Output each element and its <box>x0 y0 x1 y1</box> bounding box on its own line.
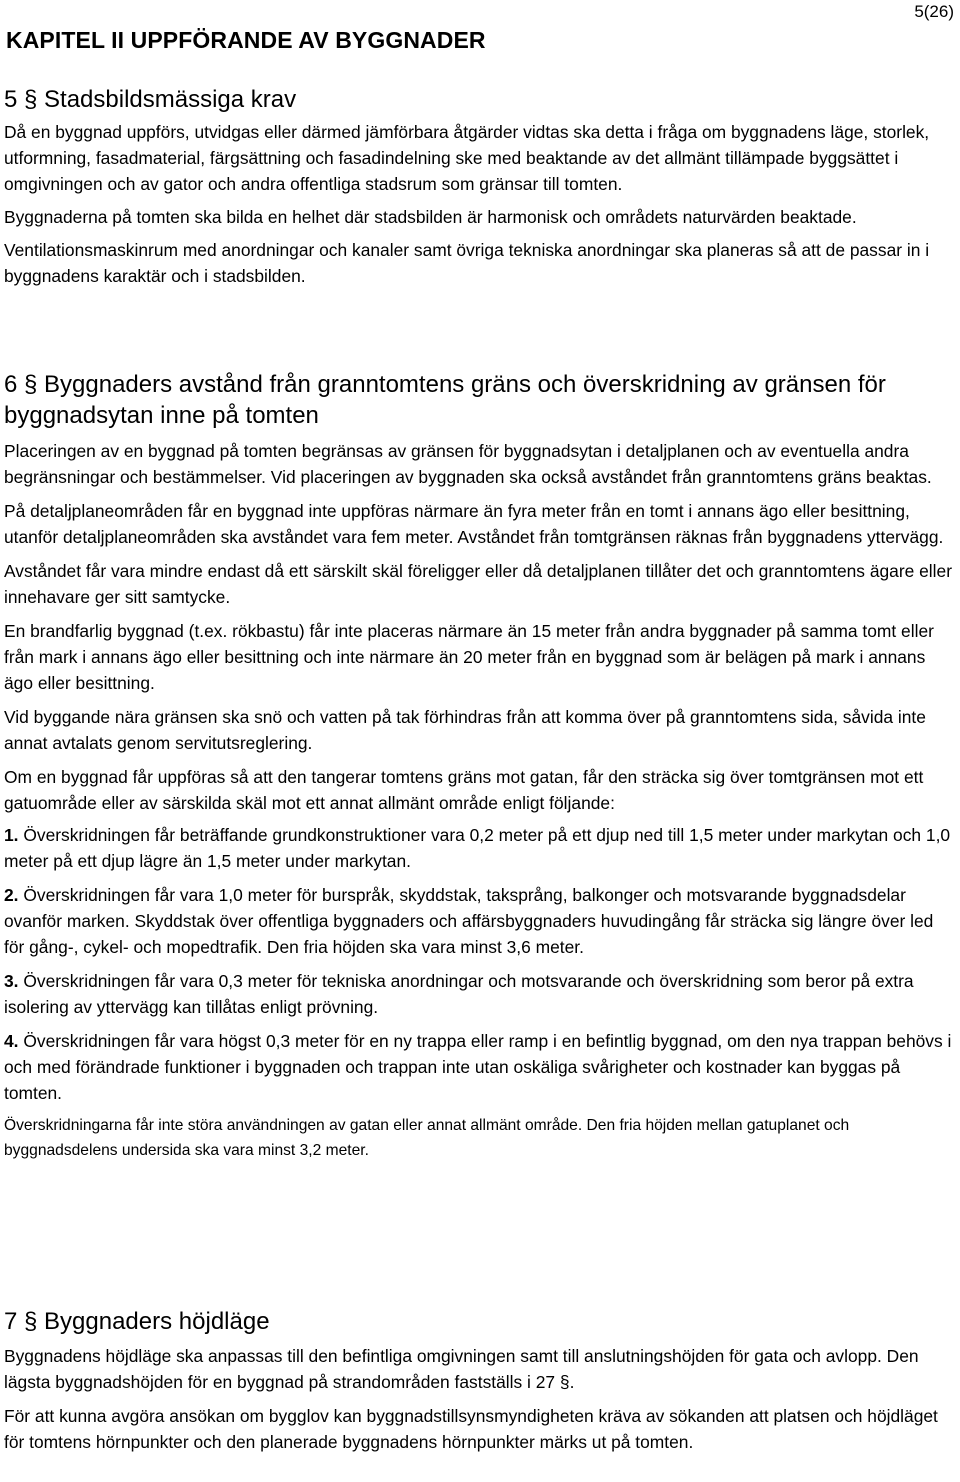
section-7-paragraph-2: För att kunna avgöra ansökan om bygglov kan byggnadstillsynsmyndigheten kräva av sökanden att platsen och höjdläget för tomtens hörnpunkter och den planerade byggnadens hörnpunkter märks ut på tomten. <box>4 1406 938 1452</box>
section-6 <box>4 369 956 1163</box>
section-7-paragraph-1: Byggnadens höjdläge ska anpassas till den befintliga omgivningen samt till anslutningshöjden för gata och avlopp. Den lägsta byggnadshöjden för en byggnad på strandområden fastställs i 27 §. <box>4 1346 919 1392</box>
list-item-text: Överskridningen får vara 0,3 meter för tekniska anordningar och motsvarande och överskridning som beror på extra isolering av yttervägg kan tillåtas enligt prövning. <box>4 971 914 1017</box>
section-6-paragraph-5: Vid byggande nära gränsen ska snö och vatten på tak förhindras från att komma över på granntomtens sida, såvida inte annat avtalats genom servitutsreglering. <box>4 707 926 753</box>
section-5-heading: 5 § Stadsbildsmässiga krav <box>4 86 297 113</box>
list-item-text: Överskridningen får vara högst 0,3 meter för en ny trappa eller ramp i en befintlig byggnad, om den nya trappan behövs i och med förändrade funktioner i byggnaden och trappan inte utan oskäliga svårigheter och kostnader kan byggas på tomten. <box>4 1031 952 1103</box>
list-item <box>4 968 956 1020</box>
chapter-title: KAPITEL II UPPFÖRANDE AV BYGGNADER <box>6 27 486 53</box>
section-6-paragraph-4: En brandfarlig byggnad (t.ex. rökbastu) får inte placeras närmare än 15 meter från andra byggnader på samma tomt eller från mark i annans ägo eller besittning och inte närmare än 20 meter från en byggnad som är belägen på mark i annans ägo eller besittning. <box>4 621 934 693</box>
section-6-paragraph-3: Avståndet får vara mindre endast då ett särskilt skäl föreligger eller då detaljplanen tillåter det och granntomtens ägare eller innehavare ger sitt samtycke. <box>4 561 952 607</box>
section-5-paragraph-2: Byggnaderna på tomten ska bilda en helhet där stadsbilden är harmonisk och områdets naturvärden beaktade. <box>4 207 857 227</box>
list-item <box>4 822 956 874</box>
section-6-heading: 6 § Byggnaders avstånd från granntomtens gräns och överskridning av gränsen för byggnadsytan inne på tomten <box>4 371 886 429</box>
section-5-paragraph-3: Ventilationsmaskinrum med anordningar och kanaler samt övriga tekniska anordningar ska planeras så att de passar in i byggnadens karaktär och i stadsbilden. <box>4 240 930 286</box>
section-6-paragraph-6: Om en byggnad får uppföras så att den tangerar tomtens gräns mot gatan, får den sträcka sig över tomtgränsen mot ett gatuområde eller av särskilda skäl mot ett annat allmänt område enligt följande: <box>4 767 924 813</box>
list-item-number: 4. <box>4 1031 19 1051</box>
list-item-number: 1. <box>4 825 19 845</box>
list-item <box>4 1028 956 1106</box>
list-item-number: 2. <box>4 885 19 905</box>
list-item <box>4 882 956 960</box>
section-6-note: Överskridningarna får inte störa användningen av gatan eller annat allmänt område. Den fria höjden mellan gatuplanet och byggnadsdelens undersida ska vara minst 3,2 meter. <box>4 1117 850 1159</box>
section-5 <box>4 84 956 289</box>
section-7-heading: 7 § Byggnaders höjdläge <box>4 1308 270 1335</box>
list-item-number: 3. <box>4 971 19 991</box>
section-6-paragraph-1: Placeringen av en byggnad på tomten begränsas av gränsen för byggnadsytan i detaljplanen och av eventuella andra begränsningar och bestämmelser. Vid placeringen av byggnaden ska också avståndet från granntomtens gräns beaktas. <box>4 441 932 487</box>
list-item-text: Överskridningen får vara 1,0 meter för burspråk, skyddstak, taksprång, balkonger och motsvarande byggnadsdelar ovanför marken. Skyddstak över offentliga byggnaders och affärsbyggnaders huvudingång får sträcka sig längre över led för gång-, cykel- och mopedtrafik. Den fria höjden ska vara minst 3,6 meter. <box>4 885 934 957</box>
section-7 <box>4 1306 956 1455</box>
section-6-paragraph-2: På detaljplaneområden får en byggnad inte uppföras närmare än fyra meter från en tomt i annans ägo eller besittning, utanför detaljplaneområden ska avståndet vara fem meter. Avståndet från tomtgränsen räknas från byggnadens yttervägg. <box>4 501 944 547</box>
section-5-paragraph-1: Då en byggnad uppförs, utvidgas eller därmed jämförbara åtgärder vidtas ska detta i fråga om byggnadens läge, storlek, utformning, fasadmaterial, färgsättning och fasadindelning ske med beaktande av det allmänt tillämpade byggsättet i omgivningen och av gator och andra offentliga stadsrum som gränsar till tomten. <box>4 122 930 194</box>
list-item-text: Överskridningen får beträffande grundkonstruktioner vara 0,2 meter på ett djup ned till 1,5 meter under markytan och 1,0 meter på ett djup lägre än 1,5 meter under markytan. <box>4 825 951 871</box>
page-number: 5(26) <box>914 2 954 21</box>
